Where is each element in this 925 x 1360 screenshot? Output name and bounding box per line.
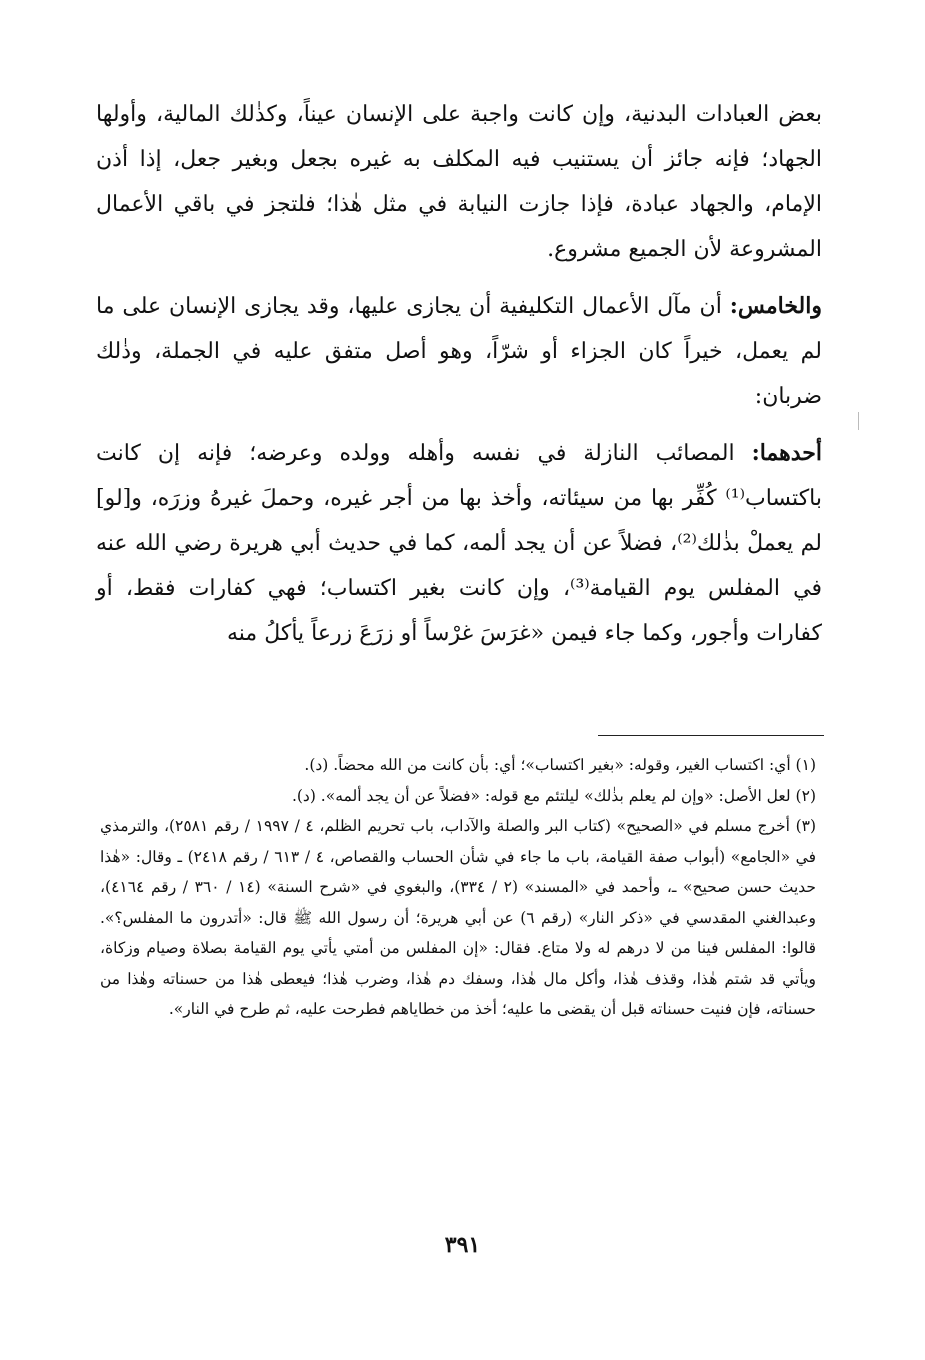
footnotes	[100, 750, 816, 1025]
paragraph-2-text: أن مآل الأعمال التكليفية أن يجازى عليها، وقد يجازى الإنسان على ما لم يعمل، خيراً كان الجزاء أو شرّاً، وهو أصل متفق عليه في الجملة، وذٰلك ضربان:	[96, 294, 822, 409]
page-number: ٣٩١	[444, 1232, 481, 1258]
footnote-separator	[598, 735, 824, 736]
footnote-2: (٢) لعل الأصل: «وإن لم يعلم بذٰلك» ليلتئم مع قوله: «فضلاً عن أن يجد ألمه». (د).	[291, 786, 816, 805]
main-text	[96, 92, 822, 668]
paragraph-2	[96, 284, 822, 419]
paragraph-3-text: المصائب النازلة في نفسه وأهله وولده وعرضه؛ فإنه إن كانت باكتساب⁽¹⁾ كُفِّر بها من سيئاته، وأخذ بها من أجر غيره، وحملَ غيرهُ وزرَه، و[لو] لم يعملْ بذٰلك⁽²⁾، فضلاً عن أن يجد ألمه، كما في حديث أبي هريرة رضي الله عنه في المفلس يوم القيامة⁽³⁾، وإن كانت بغير اكتساب؛ فهي كفارات فقط، أو كفارات وأجور، وكما جاء فيمن «غرَسَ غرْساً أو زرَعَ زرعاً يأكلُ منه	[96, 441, 823, 646]
paragraph-1	[96, 92, 822, 272]
scan-edge-mark	[858, 412, 859, 430]
paragraph-2-lead: والخامس:	[729, 293, 822, 319]
footnote-1: (١) أي: اكتساب الغير، وقوله: «بغير اكتساب»؛ أي: بأن كانت من الله محضاً. (د).	[304, 756, 816, 774]
paragraph-3-lead: أحدهما:	[751, 440, 822, 466]
paragraph-3	[96, 431, 822, 656]
footnote-3: (٣) أخرج مسلم في «الصحيح» (كتاب البر والصلة والآداب، باب تحريم الظلم، ٤ / ١٩٩٧ / رقم ٢٥٨١)، والترمذي في «الجامع» (أبواب صفة القيامة، باب ما جاء في شأن الحساب والقصاص، ٤ / ٦١٣ / رقم ٢٤١٨) ـ وقال: «هٰذا حديث حسن صحيح» ـ، وأحمد في «المسند» (٢ / ٣٣٤)، والبغوي في «شرح السنة» (١٤ / ٣٦٠ / رقم ٤١٦٤)، وعبدالغني المقدسي في «ذكر النار» (رقم ٦) عن أبي هريرة؛ أن رسول الله ﷺ قال: «أتدرون ما المفلس؟». قالوا: المفلس فينا من لا درهم له ولا متاع. فقال: «إن المفلس من أمتي يأتي يوم القيامة بصلاة وصيام وزكاة، ويأتي قد شتم هٰذا، وقذف هٰذا، وأكل مال هٰذا، وسفك دم هٰذا، وضرب هٰذا؛ فيعطى هٰذا من حسناته وهٰذا من حسناته، فإن فنيت حسناته قبل أن يقضى ما عليه؛ أخذ من خطاياهم فطرحت عليه، ثم طرح في النار».	[100, 817, 817, 1018]
paragraph-1-text: بعض العبادات البدنية، وإن كانت واجبة على الإنسان عيناً، وكذٰلك المالية، وأولها الجهاد؛ فإنه جائز أن يستنيب فيه المكلف به غيره بجعل وبغير جعل، إذا أذن الإمام، والجهاد عبادة، فإذا جازت النيابة في مثل هٰذا؛ فلتجز في باقي الأعمال المشروعة لأن الجميع مشروع.	[96, 102, 822, 262]
